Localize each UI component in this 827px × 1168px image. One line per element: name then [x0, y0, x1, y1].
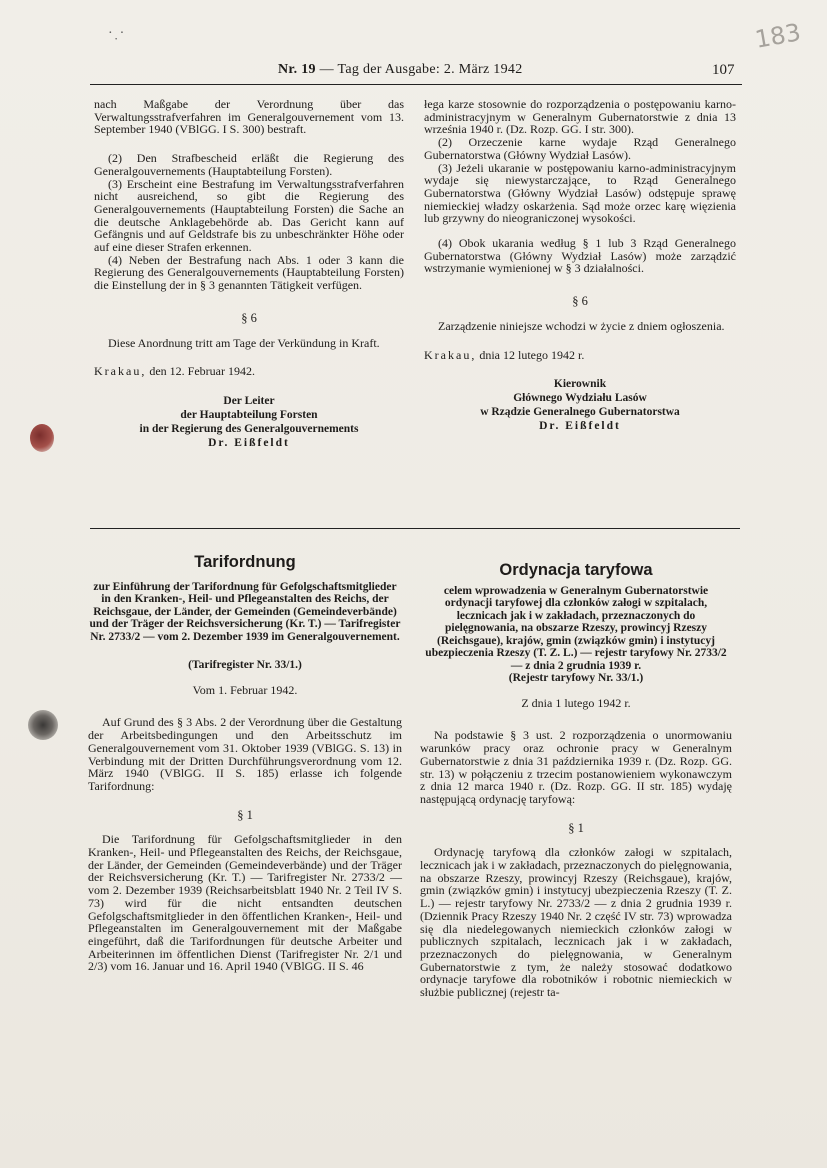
register-number: (Tarifregister Nr. 33/1.)	[188, 659, 302, 672]
paragraph: łega karze stosownie do rozporządzenia o postępowaniu karno-administracyjnym w Generalnym Gubernatorstwie z dnia 13 września 1940 r. (Dz. Rozp. GG. I str. 300).	[424, 97, 736, 137]
paragraph: (4) Obok ukarania według § 1 lub 3 Rząd Generalnego Gubernatorstwa (Główny Wydział Lasów) może zarządzić wstrzymanie wymienionej w § 3 działalności.	[424, 236, 736, 276]
signature-title: Kierownik	[553, 378, 607, 391]
place: Krakau,	[94, 364, 147, 379]
signature-title: Głównego Wydziału Lasów	[513, 392, 647, 405]
signature-title: in der Regierung des Generalgouvernements	[139, 422, 359, 435]
signature-title: w Rządzie Generalnego Gubernatorstwa	[480, 406, 680, 419]
paragraph: (2) Den Strafbescheid erläßt die Regierung des Generalgouvernements (Hauptabteilung Forsten).	[94, 151, 404, 178]
place: Krakau,	[424, 347, 477, 362]
decree-subtitle: zur Einführung der Tarifordnung für Gefolgschaftsmitglieder in den Kranken-, Heil- und Pflegeanstalten des Reichs, der Reichsgaue, der Länder, der Gemeinden (Gemeindeverbände) und der Träger der Reichsversicherung (Kr. T.) — Tarifregister Nr. 2733/2 — vom 2. Dezember 1939 im Generalgouvernement.	[89, 580, 401, 643]
date: dnia 12 lutego 1942 r.	[476, 347, 585, 362]
decree-date: Vom 1. Februar 1942.	[192, 682, 298, 697]
header-rule	[90, 84, 742, 85]
decree-subtitle: celem wprowadzenia w Generalnym Gubernatorstwie ordynacji taryfowej dla członków załogi w szpitalach, lecznicach jak i w zakładach, przeznaczonych do pielęgnowania, na obszarze Rzeszy, prowincyj Rzeszy (Reichsgaue), krajów, gmin (związków gmin) i instytucyj ubezpieczenia Rzeszy (T. Z. L.) — rejestr taryfowy Nr. 2733/2 — z dnia 2 grudnia 1939 r.	[425, 584, 727, 672]
german-text-column-bottom	[88, 553, 402, 974]
running-header	[278, 62, 523, 78]
paragraph: (3) Jeżeli ukaranie w postępowaniu karno-administracyjnym wydaje się niewystarczające, to Rząd Generalnego Gubernatorstwa (Główny Wydział Lasów) odstępuje sprawę niemieckiej władzy oskarżenia. Sąd może orzec karę więzienia lub grzywny do nieograniczonej wysokości.	[424, 160, 736, 226]
decree-title: Tarifordnung	[194, 553, 296, 571]
polish-text-column-top	[424, 98, 736, 433]
paragraph: Diese Anordnung tritt am Tage der Verkündung in Kraft.	[108, 335, 380, 350]
signature-name: Dr. Eißfeldt	[539, 420, 621, 433]
paper-blemish: · ̣ ·	[108, 26, 125, 41]
paper-stain	[30, 424, 54, 452]
section-heading: § 1	[237, 807, 253, 822]
section-heading: § 6	[572, 294, 588, 309]
section-divider-rule	[90, 528, 740, 529]
polish-text-column-bottom	[420, 561, 732, 1000]
paragraph: (2) Orzeczenie karne wydaje Rząd Generalnego Gubernatorstwa (Główny Wydział Lasów).	[424, 135, 736, 162]
decree-title: Ordynacja taryfowa	[499, 561, 653, 579]
issue-date: — Tag der Ausgabe: 2. März 1942	[315, 62, 523, 77]
date: den 12. Februar 1942.	[146, 364, 255, 379]
paragraph: Zarządzenie niniejsze wchodzi w życie z dniem ogłoszenia.	[438, 318, 725, 333]
pencil-page-note: 183	[752, 18, 803, 54]
page-number: 107	[712, 62, 735, 78]
issue-number: Nr. 19	[278, 62, 316, 77]
paragraph: (3) Erscheint eine Bestrafung im Verwaltungsstrafverfahren nicht ausreichend, so gibt die Regierung des Generalgouvernements (Hauptabteilung Forsten) die Sache an die deutsche Anklagebehörde ab. Das Gericht kann auf Gefängnis und auf Geldstrafe bis zu unbeschränkter Höhe oder auf eine dieser Strafen erkennen.	[94, 176, 404, 255]
signature-title: Der Leiter	[223, 394, 275, 407]
punch-hole	[28, 710, 58, 740]
signature-name: Dr. Eißfeldt	[208, 436, 290, 449]
preamble: Na podstawie § 3 ust. 2 rozporządzenia o unormowaniu warunków pracy oraz ochronie pracy w Generalnym Gubernatorstwie z dnia 31 października 1939 r. (Dz. Rozp. GG. str. 13) w połączeniu z trzecim postanowieniem wykonawczym z dnia 12 marca 1940 r. (Dz. Rozp. GG. II str. 185) wydaję następującą ordynację taryfową:	[420, 728, 732, 806]
register-number: (Rejestr taryfowy Nr. 33/1.)	[508, 672, 644, 685]
paragraph: (4) Neben der Bestrafung nach Abs. 1 oder 3 kann die Regierung des Generalgouvernements (Hauptabteilung Forsten) die Einstellung der in § 3 genannten Tätigkeit verfügen.	[94, 252, 404, 293]
paragraph: Die Tarifordnung für Gefolgschaftsmitglieder in den Kranken-, Heil- und Pflegeanstalten des Reichs, der Reichsgaue, der Länder, der Gemeinden (Gemeindeverbände) und der Träger der Reichsversicherung (Kr. T.) — Tarifregister Nr. 2733/2 — vom 2. Dezember 1939 (Reichsarbeitsblatt 1940 Nr. 2 Teil IV S. 73) wird für die nicht entsandten deutschen Gefolgschaftsmitglieder in den öffentlichen Kranken-, Heil- und Pflegeanstalten im Generalgouvernement mit der Maßgabe eingeführt, daß die Tarifordnungen für deutsche Arbeiter und Arbeiterinnen im öffentlichen Dienst (Tarifregister Nr. 2/1 und 2/3) vom 16. Januar und 16. April 1940 (VBlGG. II S. 46	[88, 832, 402, 974]
decree-date: Z dnia 1 lutego 1942 r.	[521, 695, 631, 710]
paragraph: nach Maßgabe der Verordnung über das Verwaltungsstrafverfahren im Generalgouvernement vom 13. September 1940 (VBlGG. I S. 300) bestraft.	[94, 97, 404, 137]
preamble: Auf Grund des § 3 Abs. 2 der Verordnung über die Gestaltung der Arbeitsbedingungen und den Arbeitsschutz im Generalgouvernement vom 31. Oktober 1939 (VBlGG. S. 13) in Verbindung mit der Dritten Durchführungsverordnung vom 12. März 1940 (VBlGG. II S. 185) erlasse ich folgende Tarifordnung:	[88, 715, 402, 793]
paragraph: Ordynację taryfową dla członków załogi w szpitalach, lecznicach jak i w zakładach, przeznaczonych do pielęgnowania, na obszarze Rzeszy, prowincyj Rzeszy (Reichsgaue), krajów, gmin (związków gmin) i instytucyj ubezpieczenia Rzeszy (T. Z. L.) — rejestr taryfowy Nr. 2733/2 — z dnia 2 grudnia 1939 r. (Dziennik Pracy Rzeszy 1940 Nr. 2 część IV str. 73) wprowadza się dla niedelegowanych niemieckich członków załogi w publicznych szpitalach, lecznicach jak i w zakładach, przeznaczonych do pielęgnowania, w Generalnym Gubernatorstwie z tym, że należy stosować dodatkowo ordynacje taryfowe dla robotników i robotnic niemieckich w służbie publicznej (rejestr ta-	[420, 845, 732, 1000]
place-date-line	[424, 349, 736, 362]
german-text-column-top	[94, 98, 404, 450]
signature-title: der Hauptabteilung Forsten	[180, 408, 318, 421]
section-heading: § 1	[568, 820, 584, 835]
section-heading: § 6	[241, 310, 257, 325]
place-date-line	[94, 365, 404, 378]
